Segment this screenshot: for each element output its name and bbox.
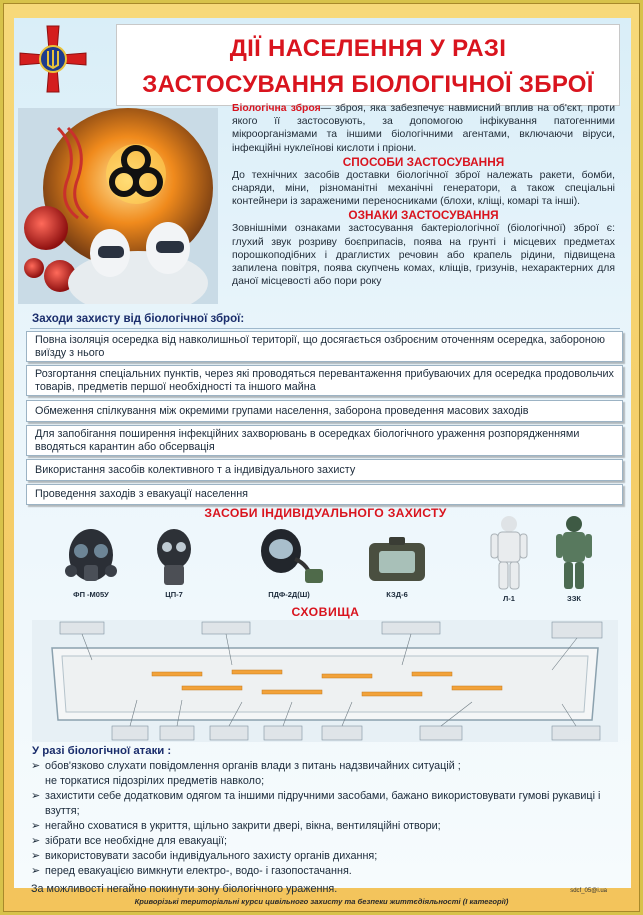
poster [3,3,640,912]
measure-item: Повна ізоляція осередка від навколишньої території, що досягається озброєним оточенням осередка, забороною виїзду з нього [26,331,623,362]
list-item: ➢ захистити себе додатковим одягом та іншими підручними засобами, бажано використовувати гумові рукавиці і взуття; [31,790,601,817]
measures-divider [30,328,620,329]
biohazard-collage-illustration [18,108,218,304]
arrow-bullet-icon: ➢ [31,850,41,862]
poster-title [116,24,620,106]
ppe-item-kzd [362,535,432,599]
list-item: ➢ зібрати все необхідне для евакуації; [31,835,227,847]
gas-mask-icon [149,525,199,587]
intro-text: — зброя, яка забезпечує навмисний вплив на об'єкт, проти якого її застосовують, за допомогою інфікування патогенними мікроорганізмами та іншими біологічними агентами, включаючи віруси, інфекційні нуклеїнові кислоти і пріони. [232,103,616,154]
protective-suit-icon [554,515,594,591]
methods-heading: СПОСОБИ ЗАСТОСУВАННЯ [342,154,505,169]
attack-heading: У разі біологічної атаки : [32,745,172,757]
intro-paragraph [232,102,615,155]
shelter-floor-plan-illustration [32,620,618,742]
list-item: ➢ негайно сховатися в укриття, щільно закрити двері, вікна, вентиляційні отвори; [31,820,441,832]
measure-item: Обмеження спілкування між окремими групами населення, заборона проведення масових заходів [26,400,623,422]
ppe-label: КЗД-6 [386,590,408,599]
ppe-item-zzk [549,515,599,603]
list-item: ➢ перед евакуацією вимкнути електро-, водо- і газопостачання. [31,865,352,877]
arrow-bullet-icon: ➢ [31,760,41,772]
civil-protection-emblem-icon [18,24,88,94]
gas-mask-icon [63,525,119,587]
arrow-bullet-icon: ➢ [31,820,41,832]
measure-item: Використання засобів колективного т а індивідуального захисту [26,459,623,481]
arrow-bullet-icon: ➢ [31,835,41,847]
ppe-label: ЗЗК [567,594,581,603]
arrow-bullet-icon: ➢ [31,865,41,877]
arrow-bullet-icon: ➢ [31,790,41,802]
ppe-label: ЦП-7 [165,590,183,599]
title-line-1: ДІЇ НАСЕЛЕННЯ У РАЗІ [229,35,507,62]
protective-suit-icon [489,515,529,591]
info-text [232,102,615,288]
signs-text: Зовнішніми ознаками застосування бактеріологічної (біологічної) зброї є: глухий звук розриву боєприпасів, поява на грунті і місцевих предметах порошкоподібних і драглистих речовин або крапель рідини, підвищена запилена повітря, поява скупчень комах, кліщів, гризунів, нехарактерних для даної місцевості або пори року [232,223,615,288]
ppe-label: Л-1 [503,594,515,603]
signs-heading: ОЗНАКИ ЗАСТОСУВАННЯ [348,208,499,223]
ppe-item-l1 [484,515,534,603]
ppe-item-pdf [249,525,329,599]
title-line-2: ЗАСТОСУВАННЯ БІОЛОГІЧНОЇ ЗБРОЇ [142,71,594,98]
ppe-label: ФП -М05У [73,590,109,599]
final-instruction: За можливості негайно покинути зону біологічного ураження. [31,883,338,895]
measure-item: Проведення заходів з евакуації населення [26,484,623,505]
ppe-item-fp [56,525,126,599]
methods-text: До технічних засобів доставки біологічної зброї належать ракети, бомби, снаряди, міни, різноманітні механічні генератори, а також спеціальні контейнери із зараженими переносниками (блохи, кліщі, комарі та інші). [232,169,615,208]
ppe-item-cp7 [144,525,204,599]
ppe-heading: ЗАСОБИ ІНДИВІДУАЛЬНОГО ЗАХИСТУ [204,506,447,520]
footer-credit: Криворізькі територіальні курси цивільного захисту та безпеки життєдіяльності (І категорії) [134,897,509,906]
shelter-heading: СХОВИЩА [291,605,360,619]
poster-code: sdcf_05@i.ua [570,888,607,894]
child-protective-chamber-icon [365,535,429,587]
intro-term: Біологічна зброя [232,103,321,114]
measure-item: Розгортання спеціальних пунктів, через які проводяться перевантаження прибуваючих для осередка продовольчих товарів, предметів першої необхідності та іншого майна [26,365,623,396]
attack-list [31,759,621,879]
list-item: ➢ обов'язково слухати повідомлення органів влади з питань надзвичайних ситуацій ; [31,760,461,772]
list-item: ➢ використовувати засоби індивідуального захисту органів дихання; [31,850,378,862]
child-mask-icon [251,525,327,587]
measures-heading: Заходи захисту від біологічної зброї: [32,313,245,325]
ppe-label: ПДФ-2Д(Ш) [268,590,310,599]
list-item: не торкатися підозрілих предметів навколо; [45,775,265,787]
measure-item: Для запобігання поширення інфекційних захворювань в осередках біологічного ураження розпорядженнями вводяться карантин або обсервація [26,425,623,456]
